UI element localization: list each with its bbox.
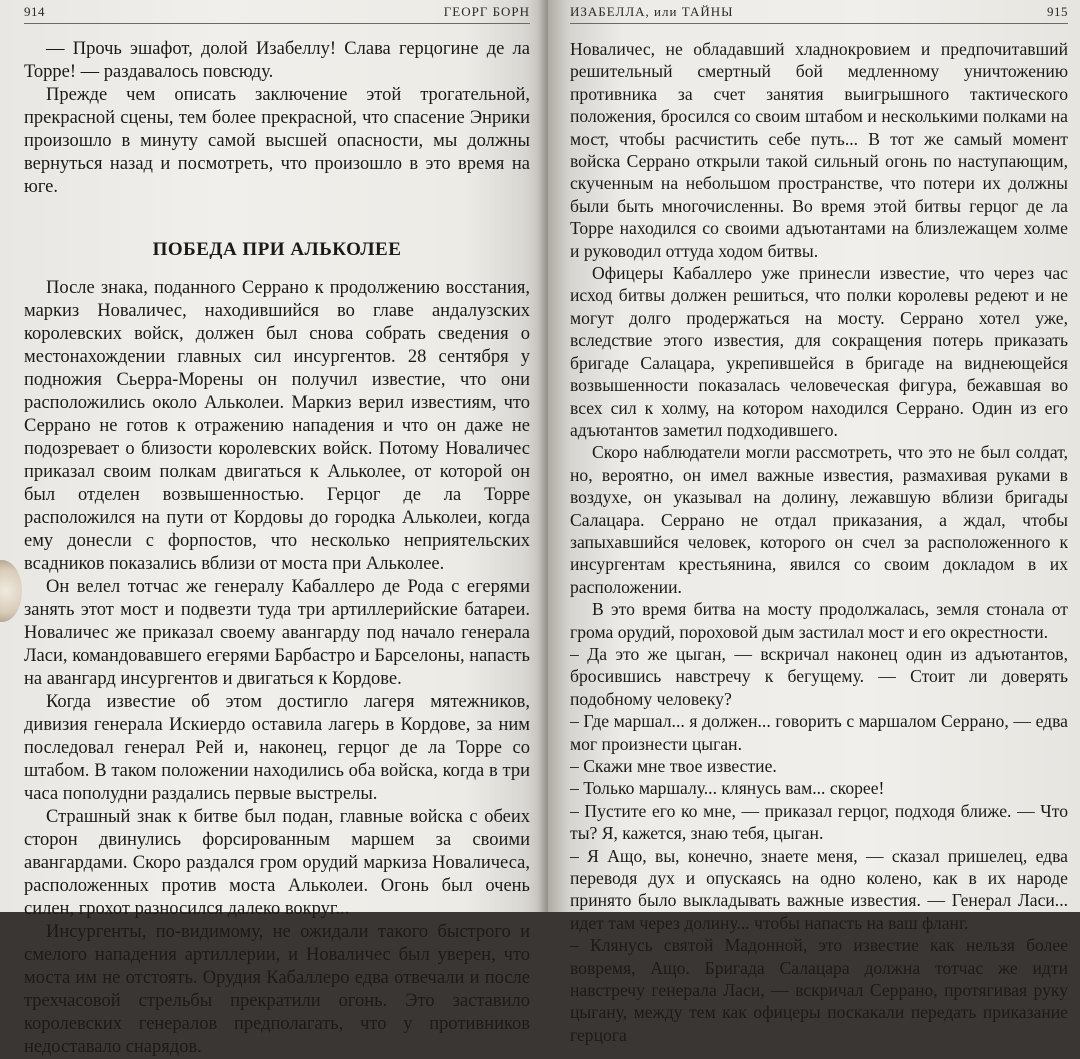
right-page-text — [570, 38, 1068, 1046]
dialog-line: – Скажи мне твое известие. — [570, 756, 777, 776]
dialog-line: – Клянусь святой Мадонной, это известие как нельзя более вовремя, Ащо. Бригада Салацара должна тотчас же идти навстречу генерала Ласи, — вскричал Серрано, протягивая руку цыгану, между тем как офицеры поскакали передать приказание герцога — [570, 935, 1068, 1045]
dialog-line: – Да это же цыган, — вскричал наконец один из адъютантов, бросившись навстречу к бегущему. — Стоит ли доверять подобному человеку? — [570, 643, 1068, 709]
chapter-title: ПОБЕДА ПРИ АЛЬКОЛЕЕ — [152, 239, 402, 260]
paragraph: Страшный знак к битве был подан, главные войска с обеих сторон двинулись форсированным маршем за своими авангардами. Скоро раздался гром орудий маркиза Новаличеса, расположенных против моста Альколеи. Огонь был очень силен, грохот разносился далеко вокруг... — [24, 807, 530, 919]
paragraph: Инсургенты, по-видимому, не ожидали такого быстрого и смелого нападения артиллерии, и Новаличес был уверен, что моста им не отстоять. Орудия Кабаллеро едва отвечали и после трехчасовой стрельбы прекратили огонь. Это заставило королевских генералов предполагать, что у противников недоставало снарядов. — [24, 922, 530, 1057]
paragraph: Скоро наблюдатели могли рассмотреть, что это не был солдат, но, вероятно, он имел важные известия, размахивая руками в воздухе, он указывал на долину, лежавшую вблизи бригады Салацара. Серрано не отдал приказания, а ждал, чтобы запыхавшийся человек, которого он счел за расположенного к инсургентам крестьянина, явился со своим докладом в их расположении. — [570, 442, 1068, 597]
paragraph: Он велел тотчас же генералу Кабаллеро де Рода с егерями занять этот мост и подвезти туда три артиллерийские батареи. Новаличес же приказал своему авангарду под начало генерала Ласи, командовавшего егерями Барбастро и Барселоны, напасть на авангард инсургентов и двигаться к Кордове. — [24, 577, 530, 689]
left-page-header — [24, 4, 530, 24]
dialog-line: – Пустите его ко мне, — приказал герцог, подходя ближе. — Что ты? Я, кажется, знаю тебя, цыган. — [570, 800, 1068, 844]
paragraph: Прежде чем описать заключение этой трогательной, прекрасной сцены, тем более прекрасной, что спасение Энрики произошло в минуту самой высшей опасности, мы должны вернуться назад и посмотреть, что произошло в это время на юге. — [24, 85, 530, 197]
left-page-text — [24, 38, 530, 1059]
running-head: ГЕОРГ БОРН — [443, 4, 530, 19]
paragraph: — Прочь эшафот, долой Изабеллу! Слава герцогине де ла Торре! — раздавалось повсюду. — [24, 39, 530, 82]
page-number: 914 — [24, 4, 45, 19]
dialog-line: – Я Ащо, вы, конечно, знаете меня, — сказал пришелец, едва переводя дух и опускаясь на одно колено, как в их народе принято было выкладывать важные известия. — Генерал Ласи... идет там через долину... чтобы напасть на ваш фланг. — [570, 845, 1068, 933]
binding-ring — [0, 560, 22, 622]
paragraph: После знака, поданного Серрано к продолжению восстания, маркиз Новаличес, находившийся во главе андалузских королевских войск, должен был снова собрать сведения о местонахождении главных сил инсургентов. 28 сентября у подножия Сьерра-Морены он получил известие, что они расположились около Альколеи. Маркиз верил известиям, что Серрано не готов к отражению нападения и что он даже не подозревает о близости королевских войск. Потому Новаличес приказал своим полкам двигаться к Альколее, от которой он был отделен возвышенностью. Герцог де ла Торре расположился на пути от Кордовы до городка Альколеи, когда ему донесли с форпостов, что несколько неприятельских всадников показались вблизи от моста при Альколее. — [24, 278, 530, 574]
paragraph: Офицеры Кабаллеро уже принесли известие, что через час исход битвы должен решиться, что полки королевы редеют и не могут долго продержаться на мосту. Серрано хотел уже, вследствие этого известия, для сокращения потерь приказать бригаде Салацара, укрепившейся в бригаде на виднеющейся возвышенности показалась человеческая фигура, бежавшая во всех сил к холму, на котором находился Серрано. Один из его адъютантов заметил подходившего. — [570, 263, 1068, 440]
paragraph: Новаличес, не обладавший хладнокровием и предпочитавший решительный смертный бой медленному уничтожению противника за счет занятия выигрышного тактического положения, бросился со своим штабом и несколькими полками на мост, чтобы расчистить себе путь... В тот же самый момент войска Серрано открыли такой сильный огонь по наступающим, скученным на небольшом пространстве, что потери их должны были быть многочисленны. Во время этой битвы герцог де ла Торре находился со своими адъютантами на близлежащем холме и руководил оттуда ходом битвы. — [570, 39, 1068, 261]
right-page-header — [570, 4, 1068, 24]
dialog-line: – Только маршалу... клянусь вам... скорее! — [570, 778, 885, 799]
paragraph: В это время битва на мосту продолжалась, земля стонала от грома орудий, пороховой дым застилал мост и его окрестности. — [570, 599, 1068, 642]
page-number: 915 — [1047, 4, 1068, 19]
paragraph: Когда известие об этом достигло лагеря мятежников, дивизия генерала Искиердо оставила лагерь в Кордове, за ним последовал генерал Рей и, наконец, герцог де ла Торре со штабом. В таком положении находились оба войска, когда в три часа пополудни раздались первые выстрелы. — [24, 692, 530, 804]
right-page — [548, 0, 1080, 1045]
dialog-line: – Где маршал... я должен... говорить с маршалом Серрано, — едва мог произнести цыган. — [570, 711, 1068, 754]
running-head: ИЗАБЕЛЛА, или ТАЙНЫ — [570, 4, 734, 19]
